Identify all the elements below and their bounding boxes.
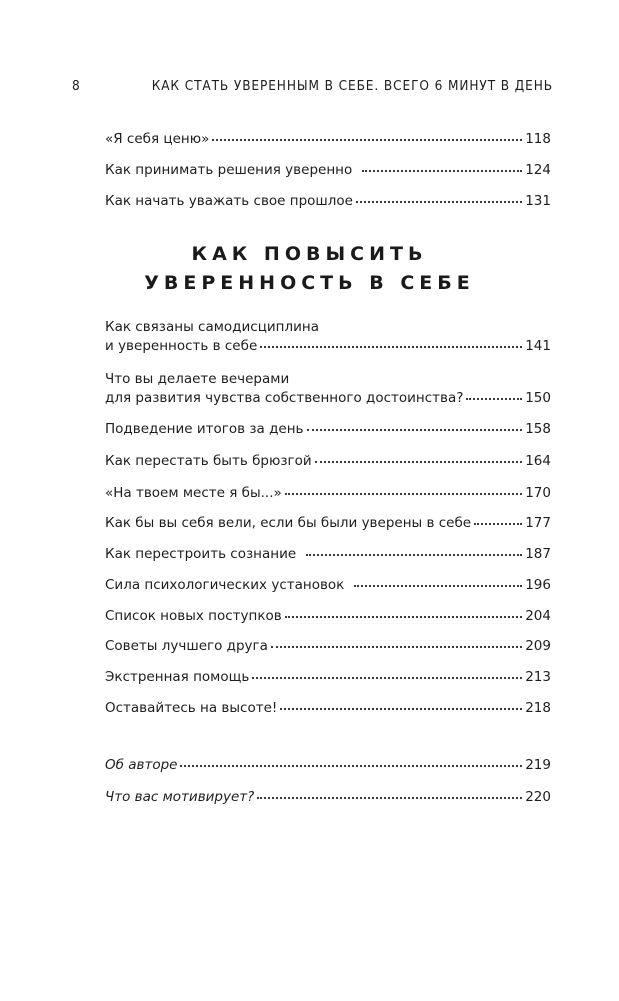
- section-title: [0, 240, 619, 298]
- toc-entry-title: Список новых поступков: [105, 608, 282, 624]
- toc-entry: [105, 668, 551, 687]
- dot-leader: [280, 708, 522, 710]
- toc-entry: [105, 699, 551, 718]
- toc-entry-title: Экстренная помощь: [105, 669, 250, 685]
- dot-leader: [362, 170, 522, 172]
- toc-entry: [105, 484, 551, 503]
- toc-entry-page: 219: [525, 757, 551, 773]
- page-number: 8: [72, 78, 81, 94]
- toc-entry-title: для развития чувства собственного достоинства?: [105, 390, 464, 406]
- toc-entry-title: Оставайтесь на высоте!: [105, 700, 278, 716]
- toc-entry-title: и уверенность в себе: [105, 338, 258, 354]
- toc-entry-page: 170: [525, 485, 551, 501]
- toc-entry: [105, 370, 551, 408]
- toc-entry-title: Советы лучшего друга: [105, 638, 268, 654]
- section-title-line: КАК ПОВЫСИТЬ: [191, 243, 428, 265]
- page-header: [72, 76, 553, 96]
- toc-entry-title-line: Как связаны самодисциплина: [105, 319, 319, 335]
- toc-entry-title: Как бы вы себя вели, если бы были уверены в себе: [105, 515, 472, 531]
- toc-entry: [105, 452, 551, 471]
- toc-entry-page: 141: [525, 338, 551, 354]
- toc-entry-page: 213: [525, 669, 551, 685]
- toc-entry-page: 218: [525, 700, 551, 716]
- toc-entry: [105, 514, 551, 533]
- toc-entry-page: 158: [525, 421, 551, 437]
- dot-leader: [354, 585, 522, 587]
- toc-entry-title: «На твоем месте я бы...»: [105, 485, 282, 501]
- dot-leader: [285, 616, 523, 618]
- toc-entry-title: Как принимать решения уверенно: [105, 162, 353, 178]
- dot-leader: [285, 493, 522, 495]
- toc-entry: [105, 756, 551, 775]
- toc-entry-title: Об авторе: [105, 757, 178, 773]
- dot-leader: [356, 201, 522, 203]
- toc-entry-page: 118: [525, 131, 551, 147]
- toc-entry-page: 204: [525, 608, 551, 624]
- toc-entry: [105, 607, 551, 626]
- toc-entry-page: 187: [525, 546, 551, 562]
- dot-leader: [252, 677, 522, 679]
- dot-leader: [306, 554, 522, 556]
- toc-entry-title: «Я себя ценю»: [105, 131, 210, 147]
- dot-leader: [212, 139, 522, 141]
- toc-entry: [105, 161, 551, 180]
- toc-entry: [105, 637, 551, 656]
- toc-entry: [105, 545, 551, 564]
- dot-leader: [315, 461, 523, 463]
- toc-entry-page: 131: [525, 193, 551, 209]
- toc-entry-title: Как перестать быть брюзгой: [105, 453, 312, 469]
- section-title-line: УВЕРЕННОСТЬ В СЕБЕ: [144, 272, 475, 294]
- dot-leader: [307, 429, 523, 431]
- toc-entry-page: 124: [525, 162, 551, 178]
- toc-entry-page: 150: [525, 390, 551, 406]
- toc-entry-page: 209: [525, 638, 551, 654]
- toc-entry-title-line: Что вы делаете вечерами: [105, 371, 290, 387]
- toc-entry-title: Как перестроить сознание: [105, 546, 297, 562]
- dot-leader: [180, 765, 522, 767]
- toc-entry-page: 164: [525, 453, 551, 469]
- toc-entry-page: 177: [525, 515, 551, 531]
- toc-entry-title: Как начать уважать свое прошлое: [105, 193, 353, 209]
- toc-entry: [105, 192, 551, 211]
- toc-entry-title: Сила психологических установок: [105, 577, 345, 593]
- dot-leader: [271, 646, 522, 648]
- dot-leader: [466, 398, 522, 400]
- toc-entry: [105, 576, 551, 595]
- toc-entry: [105, 130, 551, 149]
- toc-entry: [105, 318, 551, 356]
- dot-leader: [474, 523, 522, 525]
- toc-entry-title: Что вас мотивирует?: [105, 789, 255, 805]
- dot-leader: [260, 346, 522, 348]
- running-title: КАК СТАТЬ УВЕРЕННЫМ В СЕБЕ. ВСЕГО 6 МИНУТ В ДЕНЬ: [151, 78, 553, 94]
- toc-entry-page: 196: [525, 577, 551, 593]
- dot-leader: [257, 797, 522, 799]
- toc-entry: [105, 420, 551, 439]
- toc-entry-page: 220: [525, 789, 551, 805]
- toc-entry-title: Подведение итогов за день: [105, 421, 304, 437]
- toc-entry: [105, 788, 551, 807]
